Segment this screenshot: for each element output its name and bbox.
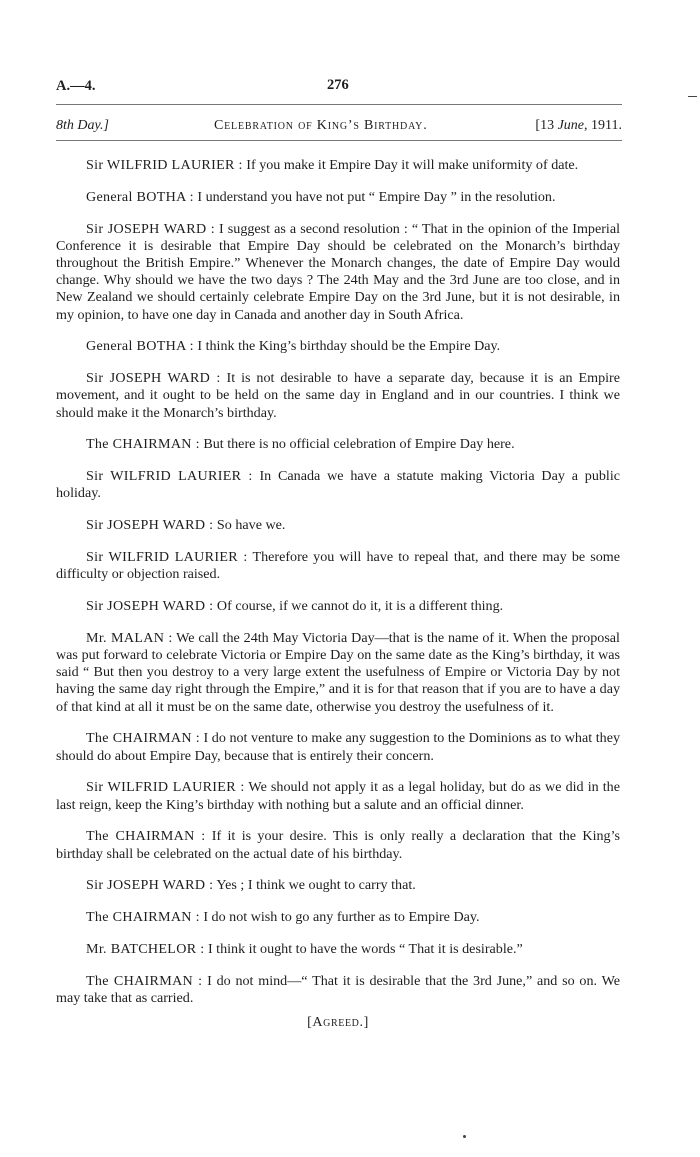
agreed-note: [Agreed.] bbox=[307, 1014, 369, 1031]
speaker-name: General BOTHA : bbox=[86, 338, 194, 355]
sitting-date bbox=[535, 118, 622, 134]
speaker-name: Sir JOSEPH WARD : bbox=[86, 877, 214, 894]
speech-text: I think the King’s birthday should be the Empire Day. bbox=[193, 338, 501, 355]
speech-paragraph bbox=[56, 517, 620, 534]
transcript-body bbox=[56, 157, 620, 1031]
speech-text: Yes ; I think we ought to carry that. bbox=[213, 877, 416, 894]
speech-text: I do not venture to make any suggestion to the Dominions as to what they should do about Empire Day, because that is entirely their concern. bbox=[56, 730, 620, 764]
speech-text: I think it ought to have the words “ That it is desirable.” bbox=[204, 941, 523, 957]
speech-text: If it is your desire. This is only really a declaration that the King’s birthday shall be celebrated on the actual date of his birthday. bbox=[56, 828, 620, 862]
speech-text: I do not mind—“ That it is desirable that the 3rd June,” and so on. We may take that as carried. bbox=[56, 972, 621, 1006]
speech-paragraph bbox=[56, 549, 620, 583]
margin-dash-mark bbox=[688, 96, 697, 97]
speech-paragraph bbox=[56, 909, 620, 926]
speaker-name: The CHAIRMAN : bbox=[86, 436, 200, 453]
speaker-name: Sir JOSEPH WARD : bbox=[86, 598, 214, 614]
speech-paragraph bbox=[56, 630, 620, 716]
speech-paragraph bbox=[56, 157, 620, 174]
speech-text: But there is no official celebration of Empire Day here. bbox=[199, 436, 515, 453]
speech-text: It is not desirable to have a separate day, because it is an Empire movement, and it ought to be held on the same day in England and in our countries. I think we should make it the Monarch’s birthday. bbox=[56, 370, 620, 421]
speaker-name: Sir WILFRID LAURIER : bbox=[86, 157, 243, 173]
speaker-name: The CHAIRMAN : bbox=[86, 828, 206, 845]
speaker-name: The CHAIRMAN : bbox=[86, 730, 200, 747]
date-month: June bbox=[557, 118, 585, 133]
speaker-name: Sir WILFRID LAURIER : bbox=[86, 779, 245, 796]
sitting-day: 8th Day.] bbox=[56, 118, 109, 133]
speaker-name: Sir JOSEPH WARD : bbox=[86, 517, 214, 534]
stray-mark bbox=[463, 1135, 466, 1138]
speech-text: Of course, if we cannot do it, it is a different thing. bbox=[213, 598, 504, 614]
speech-text: I understand you have not put “ Empire Day ” in the resolution. bbox=[193, 188, 556, 205]
header-rule-bottom bbox=[56, 140, 622, 141]
speaker-name: Sir JOSEPH WARD : bbox=[86, 220, 215, 237]
speech-paragraph bbox=[56, 877, 620, 894]
speech-text: I do not wish to go any further as to Empire Day. bbox=[199, 909, 480, 926]
paper-reference: A.—4. bbox=[56, 78, 96, 94]
speech-paragraph bbox=[56, 828, 620, 862]
date-prefix: [13 bbox=[535, 118, 558, 133]
speech-text: So have we. bbox=[213, 517, 286, 534]
speaker-name: General BOTHA : bbox=[86, 188, 194, 205]
speech-paragraph bbox=[56, 338, 620, 355]
speech-paragraph bbox=[56, 779, 620, 813]
speech-paragraph bbox=[56, 730, 620, 764]
header-rule-top bbox=[56, 104, 622, 105]
speaker-name: Mr. MALAN : bbox=[86, 629, 173, 646]
speech-text: We call the 24th May Victoria Day—that is the name of it. When the proposal was put forward to celebrate Victoria or Empire Day on the same date as the King’s birthday, it was said “ But then you destroy to a very large extent the usefulness of Empire or Victoria Day by not having the same day right through the Empire,” and it is for that reason that if you are to have a day of that kind at all it must be on the same date, otherwise you destroy the usefulness of it. bbox=[56, 629, 620, 715]
speech-paragraph bbox=[56, 468, 620, 502]
section-title: Celebration of King’s Birthday. bbox=[214, 118, 428, 133]
date-year: , 1911. bbox=[584, 118, 622, 133]
speech-paragraph bbox=[56, 973, 620, 1007]
page-number: 276 bbox=[327, 77, 349, 93]
speaker-name: The CHAIRMAN : bbox=[86, 972, 203, 989]
speech-text: I suggest as a second resolution : “ That in the opinion of the Imperial Conference it is desirable that Empire Day should be celebrated on the Monarch’s birthday throughout the British Empire.” Whenever the Monarch changes, the date of Empire Day would change. Why should we have the two days ? The 24th May and the 3rd June are too close, and in New Zealand we should certainly celebrate Empire Day on the 3rd June, but it is not desirable, in my opinion, to have one day in Canada and another day in South Africa. bbox=[56, 220, 620, 323]
speech-paragraph bbox=[56, 189, 620, 206]
speech-paragraph bbox=[56, 370, 620, 422]
speech-text: In Canada we have a statute making Victoria Day a public holiday. bbox=[56, 468, 620, 502]
speaker-name: The CHAIRMAN : bbox=[86, 909, 200, 926]
speech-paragraph bbox=[56, 221, 620, 324]
speech-text: Therefore you will have to repeal that, and there may be some difficulty or objection raised. bbox=[56, 549, 621, 583]
speech-paragraph bbox=[56, 598, 620, 615]
speech-paragraph bbox=[56, 436, 620, 453]
speech-paragraph bbox=[56, 941, 620, 958]
speech-text: We should not apply it as a legal holiday, but do as we did in the last reign, keep the King’s birthday with nothing but a salute and an official dinner. bbox=[56, 779, 620, 813]
speaker-name: Sir WILFRID LAURIER : bbox=[86, 549, 248, 565]
speech-text: If you make it Empire Day it will make uniformity of date. bbox=[242, 157, 579, 173]
speaker-name: Sir WILFRID LAURIER : bbox=[86, 468, 253, 485]
speaker-name: Mr. BATCHELOR : bbox=[86, 941, 205, 957]
speaker-name: Sir JOSEPH WARD : bbox=[86, 370, 221, 387]
